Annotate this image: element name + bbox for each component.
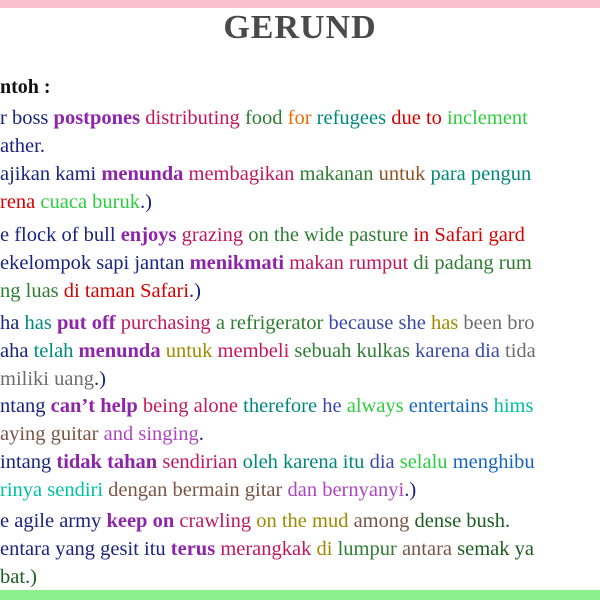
example-line	[0, 132, 45, 160]
phrase-segment: telah	[33, 340, 79, 362]
phrase-segment: crawling	[174, 510, 257, 532]
phrase-segment: tida	[505, 340, 536, 362]
page-title: GERUND	[223, 9, 377, 46]
phrase-segment: merangkak	[215, 538, 317, 560]
phrase-segment: therefore	[243, 395, 323, 417]
example-line	[0, 188, 152, 216]
example-line	[0, 104, 528, 132]
phrase-segment: distributing	[140, 107, 245, 129]
example-line	[0, 563, 37, 590]
phrase-segment: .)	[189, 280, 201, 302]
phrase-segment: .)	[93, 368, 106, 390]
gerund-verb: tidak tahan	[56, 451, 158, 473]
gerund-verb: enjoys	[120, 224, 177, 246]
phrase-segment: ha	[0, 312, 25, 334]
phrase-segment: ajikan kami	[0, 163, 102, 185]
phrase-segment: ntang	[0, 395, 51, 417]
top-color-bar	[0, 0, 600, 8]
example-line	[0, 249, 532, 277]
phrase-segment: para pengun	[430, 163, 532, 185]
phrase-segment: he	[322, 395, 347, 417]
phrase-segment: untuk	[378, 163, 431, 185]
phrase-segment: selalu	[399, 451, 453, 473]
example-line	[0, 448, 535, 476]
example-line	[0, 535, 534, 563]
phrase-segment: dia	[369, 451, 400, 473]
phrase-segment: food	[244, 107, 288, 129]
phrase-segment: di taman Safari	[63, 280, 190, 302]
content-area	[0, 74, 600, 590]
gerund-verb: menunda	[78, 340, 161, 362]
phrase-segment: intang	[0, 451, 57, 473]
phrase-segment: dan bernyanyi	[287, 479, 405, 501]
phrase-segment: di padang rum	[413, 252, 532, 274]
gerund-verb: can’t help	[50, 395, 138, 417]
phrase-segment: cuaca buruk	[40, 191, 141, 213]
phrase-segment: hims	[493, 395, 534, 417]
phrase-segment: oleh karena itu	[242, 451, 370, 473]
phrase-segment: because she	[328, 312, 431, 334]
phrase-segment: lumpur	[337, 538, 402, 560]
phrase-segment: aying guitar	[0, 423, 104, 445]
phrase-segment: purchasing	[115, 312, 216, 334]
phrase-segment: ather.	[0, 135, 45, 157]
example-line	[0, 476, 416, 504]
example-line	[0, 337, 536, 365]
phrase-segment: makanan	[299, 163, 379, 185]
phrase-segment: bat.)	[0, 566, 37, 588]
phrase-segment: sendirian	[157, 451, 243, 473]
phrase-segment: ekelompok sapi jantan	[0, 252, 190, 274]
example-line	[0, 277, 201, 305]
phrase-segment: on the wide pasture	[248, 224, 414, 246]
examples-label: ntoh :	[0, 76, 51, 98]
gerund-verb: postpones	[53, 107, 141, 129]
phrase-segment: miliki uang	[0, 368, 94, 390]
phrase-segment: antara	[401, 538, 458, 560]
phrase-segment: been bro	[463, 312, 535, 334]
gerund-verb: keep on	[106, 510, 175, 532]
gerund-verb: put off	[56, 312, 116, 334]
phrase-segment: ng luas	[0, 280, 64, 302]
gerund-verb: terus	[170, 538, 216, 560]
phrase-segment: .	[198, 423, 204, 445]
phrase-segment: r boss	[0, 107, 54, 129]
example-line	[0, 420, 204, 448]
phrase-segment: menghibu	[452, 451, 535, 473]
gerund-verb: menunda	[101, 163, 184, 185]
phrase-segment: aha	[0, 340, 34, 362]
phrase-segment: dense bush.	[414, 510, 511, 532]
example-line	[0, 309, 535, 337]
phrase-segment: grazing	[176, 224, 249, 246]
phrase-segment: a refrigerator	[215, 312, 329, 334]
phrase-segment: e flock of bull	[0, 224, 121, 246]
phrase-segment: e agile army	[0, 510, 107, 532]
phrase-segment: sebuah kulkas	[294, 340, 416, 362]
phrase-segment: di	[316, 538, 338, 560]
phrase-segment: rena	[0, 191, 41, 213]
phrase-segment: untuk	[160, 340, 218, 362]
example-line	[0, 365, 106, 393]
phrase-segment: semak ya	[457, 538, 534, 560]
phrase-segment: .)	[140, 191, 152, 213]
phrase-segment: inclement	[447, 107, 528, 129]
example-line	[0, 507, 510, 535]
gerund-verb: menikmati	[189, 252, 285, 274]
phrase-segment: entertains	[408, 395, 494, 417]
phrase-segment: membeli	[217, 340, 295, 362]
phrase-segment: karena dia	[415, 340, 506, 362]
phrase-segment: .)	[404, 479, 417, 501]
phrase-segment: always	[346, 395, 409, 417]
phrase-segment: rinya sendiri	[0, 479, 109, 501]
phrase-segment: dengan bermain gitar	[108, 479, 288, 501]
phrase-segment: in Safari gard	[413, 224, 525, 246]
phrase-segment: refugees	[316, 107, 392, 129]
phrase-segment: being alone	[137, 395, 244, 417]
phrase-segment: makan rumput	[284, 252, 414, 274]
example-line	[0, 160, 531, 188]
phrase-segment: among	[353, 510, 415, 532]
phrase-segment: has	[430, 312, 464, 334]
phrase-segment: for	[287, 107, 317, 129]
phrase-segment: entara yang gesit itu	[0, 538, 171, 560]
phrase-segment: due to	[391, 107, 448, 129]
phrase-segment: membagikan	[183, 163, 300, 185]
bottom-color-bar	[0, 590, 600, 600]
example-line	[0, 392, 533, 420]
example-line	[0, 221, 525, 249]
phrase-segment: has	[24, 312, 57, 334]
phrase-segment: on the mud	[256, 510, 354, 532]
phrase-segment: and singing	[103, 423, 199, 445]
